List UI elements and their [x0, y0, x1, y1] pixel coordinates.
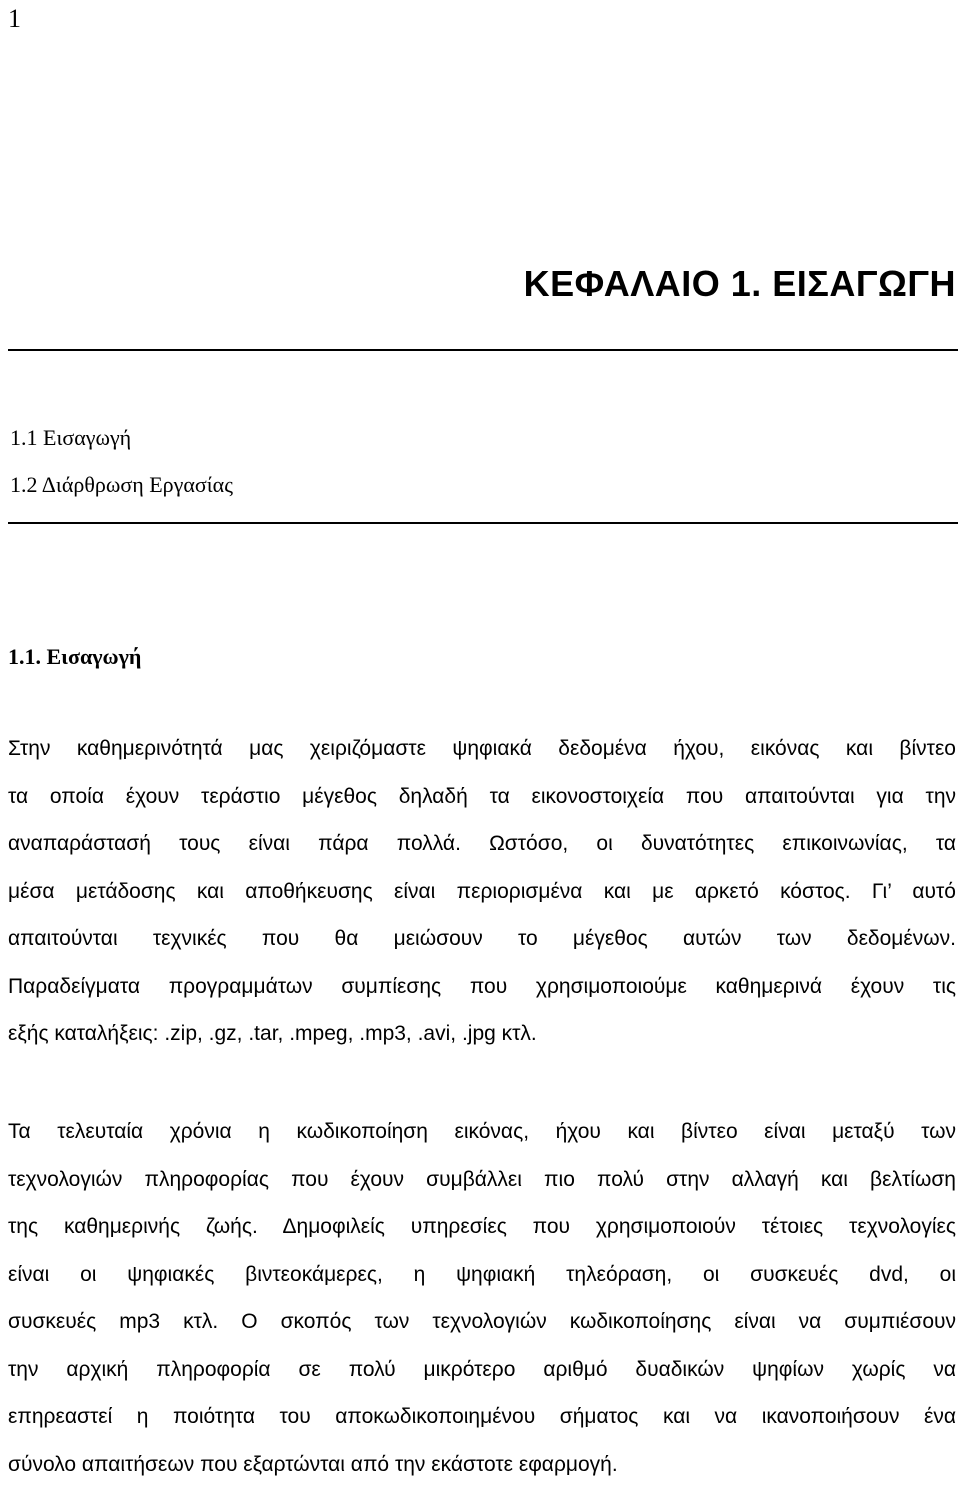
paragraph-line: συσκευές mp3 κτλ. Ο σκοπός των τεχνολογιών κωδικοποίησης είναι να συμπιέσουν	[8, 1298, 956, 1346]
paragraph-line: είναι οι ψηφιακές βιντεοκάμερες, η ψηφιακή τηλεόραση, οι συσκευές dvd, οι	[8, 1251, 956, 1299]
paragraph-line: εξής καταλήξεις: .zip, .gz, .tar, .mpeg, .mp3, .avi, .jpg κτλ.	[8, 1010, 956, 1058]
page-number: 1	[8, 4, 21, 34]
chapter-title: ΚΕΦΑΛΑΙΟ 1. ΕΙΣΑΓΩΓΗ	[524, 262, 956, 306]
paragraph-line: αναπαράστασή τους είναι πάρα πολλά. Ωστόσο, οι δυνατότητες επικοινωνίας, τα	[8, 820, 956, 868]
paragraph-line: τα οποία έχουν τεράστιο μέγεθος δηλαδή τα εικονοστοιχεία που απαιτούνται για την	[8, 773, 956, 821]
paragraph-line: τεχνολογιών πληροφορίας που έχουν συμβάλλει πιο πολύ στην αλλαγή και βελτίωση	[8, 1156, 956, 1204]
paragraph-line: σύνολο απαιτήσεων που εξαρτώνται από την εκάστοτε εφαρμογή.	[8, 1441, 956, 1488]
paragraph-line: επηρεαστεί η ποιότητα του αποκωδικοποιημένου σήματος και να ικανοποιήσουν ένα	[8, 1393, 956, 1441]
paragraph-line: Τα τελευταία χρόνια η κωδικοποίηση εικόνας, ήχου και βίντεο είναι μεταξύ των	[8, 1108, 956, 1156]
paragraph-line: Παραδείγματα προγραμμάτων συμπίεσης που χρησιμοποιούμε καθημερινά έχουν τις	[8, 963, 956, 1011]
paragraph-line: απαιτούνται τεχνικές που θα μειώσουν το μέγεθος αυτών των δεδομένων.	[8, 915, 956, 963]
toc-top-divider	[8, 349, 958, 351]
toc-bottom-divider	[8, 522, 958, 524]
body-paragraph-2	[8, 1108, 956, 1488]
paragraph-line: Στην καθημερινότητά μας χειριζόμαστε ψηφιακά δεδομένα ήχου, εικόνας και βίντεο	[8, 725, 956, 773]
toc-item-structure: 1.2 Διάρθρωση Εργασίας	[10, 461, 233, 508]
toc-item-introduction: 1.1 Εισαγωγή	[10, 414, 233, 461]
section-toc	[10, 414, 233, 508]
body-paragraph-1	[8, 725, 956, 1058]
section-heading: 1.1. Εισαγωγή	[8, 642, 141, 672]
paragraph-line: μέσα μετάδοσης και αποθήκευσης είναι περιορισμένα και με αρκετό κόστος. Γι’ αυτό	[8, 868, 956, 916]
paragraph-line: την αρχική πληροφορία σε πολύ μικρότερο αριθμό δυαδικών ψηφίων χωρίς να	[8, 1346, 956, 1394]
paragraph-line: της καθημερινής ζωής. Δημοφιλείς υπηρεσίες που χρησιμοποιούν τέτοιες τεχνολογίες	[8, 1203, 956, 1251]
